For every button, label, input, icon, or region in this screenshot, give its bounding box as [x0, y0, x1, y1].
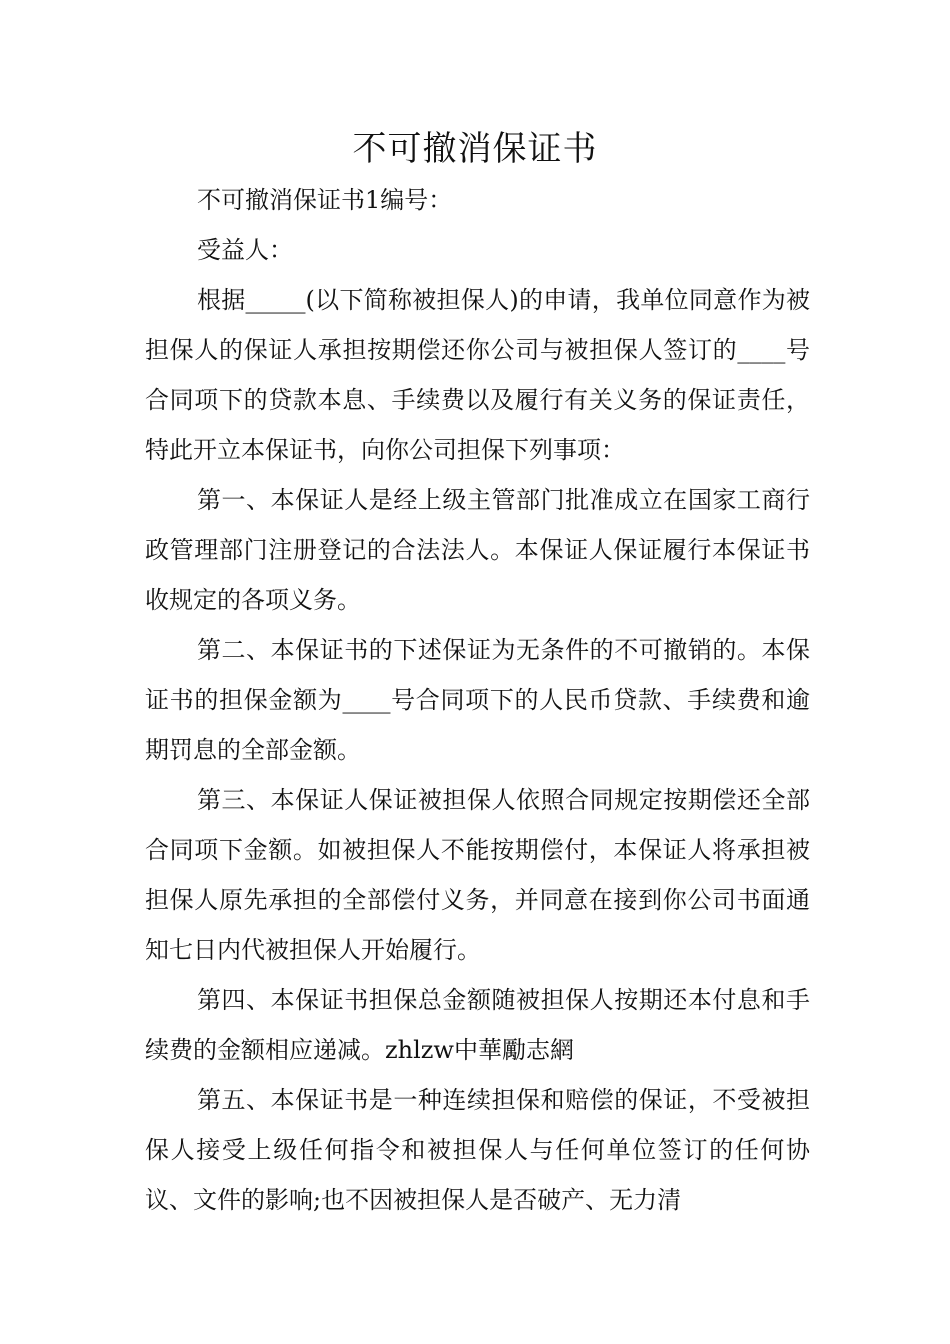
- paragraph-clause-5: 第五、本保证书是一种连续担保和赔偿的保证，不受被担保人接受上级任何指令和被担保人与任何单位签订的任何协议、文件的影响;也不因被担保人是否破产、无力清: [145, 1086, 810, 1214]
- paragraph-clause-2: 第二、本保证书的下述保证为无条件的不可撤销的。本保证书的担保金额为____号合同项下的人民币贷款、手续费和逾期罚息的全部金额。: [145, 636, 810, 764]
- paragraph-clause-3: 第三、本保证人保证被担保人依照合同规定按期偿还全部合同项下金额。如被担保人不能按期偿付，本保证人将承担被担保人原先承担的全部偿付义务，并同意在接到你公司书面通知七日内代被担保人开始履行。: [145, 786, 810, 964]
- paragraph-clause-4: 第四、本保证书担保总金额随被担保人按期还本付息和手续费的金额相应递减。zhlzw中華勵志網: [145, 986, 810, 1064]
- paragraph-preamble: 根据_____(以下简称被担保人)的申请，我单位同意作为被担保人的保证人承担按期偿还你公司与被担保人签订的____号合同项下的贷款本息、手续费以及履行有关义务的保证责任，特此开立本保证书，向你公司担保下列事项：: [145, 286, 810, 464]
- paragraph-clause-1: 第一、本保证人是经上级主管部门批准成立在国家工商行政管理部门注册登记的合法法人。本保证人保证履行本保证书收规定的各项义务。: [145, 486, 810, 614]
- document-title: 不可撤消保证书: [352, 129, 598, 169]
- paragraph-number-line: 不可撤消保证书1编号：: [197, 186, 453, 214]
- document-body: [145, 175, 810, 1225]
- paragraph-beneficiary: 受益人：: [197, 236, 293, 264]
